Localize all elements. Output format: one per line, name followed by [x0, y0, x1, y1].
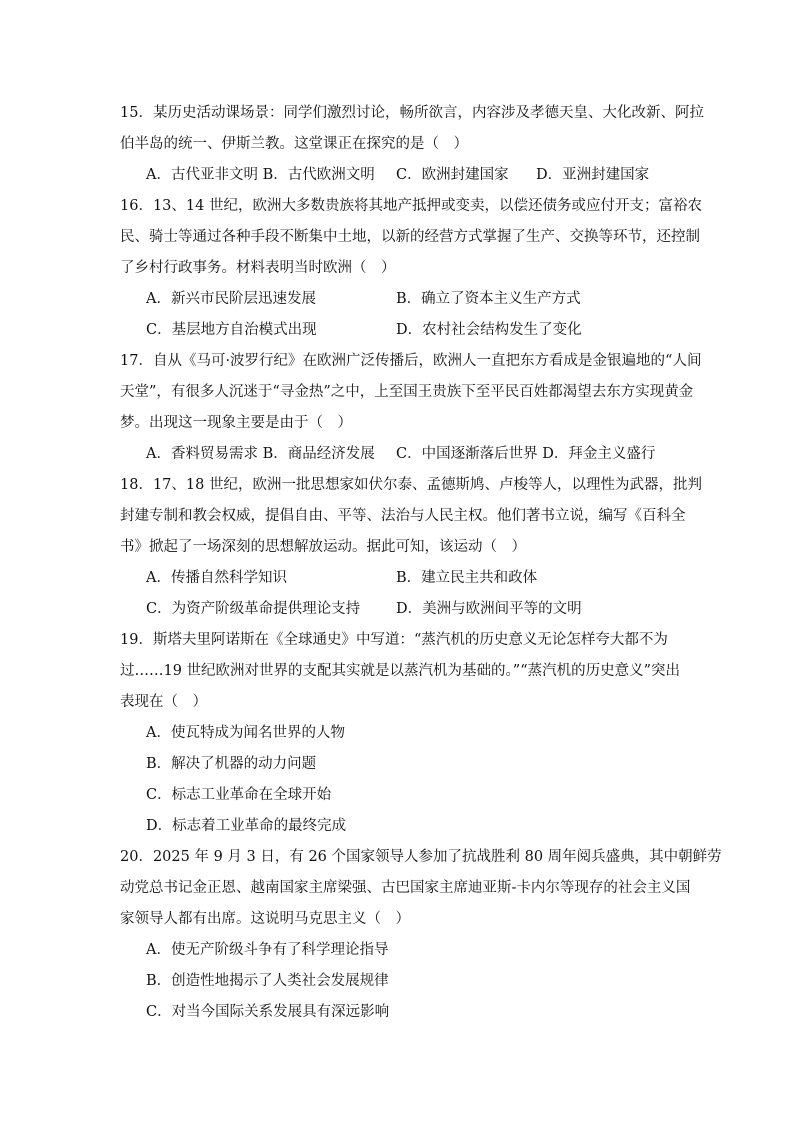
question-15-options-ab: A．古代亚非文明 B．古代欧洲文明 — [146, 167, 375, 183]
question-20-option-c: C．对当今国际关系发展具有深远影响 — [146, 1004, 390, 1020]
question-20-option-b: B．创造性地揭示了人类社会发展规律 — [146, 973, 389, 989]
question-18-option-c: C．为资产阶级革命提供理论支持 — [146, 601, 361, 617]
question-20-option-a: A．使无产阶级斗争有了科学理论指导 — [146, 942, 389, 958]
question-16-line-2: 民、骑士等通过各种手段不断集中土地，以新的经营方式掌握了生产、交换等环节，还控制 — [120, 229, 700, 245]
question-19-line-3: 表现在（ ） — [120, 694, 207, 710]
question-19-option-c: C．标志工业革命在全球开始 — [146, 787, 332, 803]
question-16-option-d: D．农村社会结构发生了变化 — [396, 322, 582, 338]
question-16-option-c: C．基层地方自治模式出现 — [146, 322, 317, 338]
question-17-options-ab: A．香料贸易需求 B．商品经济发展 — [146, 446, 375, 462]
question-17-line-1: 17．自从《马可·波罗行纪》在欧洲广泛传播后，欧洲人一直把东方看成是金银遍地的“人间 — [120, 353, 702, 369]
question-16-option-b: B．确立了资本主义生产方式 — [396, 291, 581, 307]
question-19-option-a: A．使瓦特成为闻名世界的人物 — [146, 725, 345, 741]
question-17-line-2: 天堂”，有很多人沉迷于“寻金热”之中，上至国王贵族下至平民百姓都渴望去东方实现黄金 — [120, 384, 694, 400]
question-19-line-2: 过……19 世纪欧洲对世界的支配其实就是以蒸汽机为基础的。”“蒸汽机的历史意义”突出 — [120, 663, 681, 679]
question-18-option-a: A．传播自然科学知识 — [146, 570, 287, 586]
question-17-line-3: 梦。出现这一现象主要是由于（ ） — [120, 415, 352, 431]
question-19-option-b: B．解决了机器的动力问题 — [146, 756, 317, 772]
question-19-line-1: 19．斯塔夫里阿诺斯在《全球通史》中写道：“蒸汽机的历史意义无论怎样夸大都不为 — [120, 632, 668, 648]
question-18-option-d: D．美洲与欧洲间平等的文明 — [396, 601, 582, 617]
question-16-option-a: A．新兴市民阶层迅速发展 — [146, 291, 316, 307]
question-16-line-1: 16．13、14 世纪，欧洲大多数贵族将其地产抵押或变卖，以偿还债务或应付开支；富裕农 — [120, 198, 702, 214]
question-20-line-2: 动党总书记金正恩、越南国家主席梁强、古巴国家主席迪亚斯-卡内尔等现存的社会主义国 — [120, 880, 691, 896]
question-18-line-2: 封建专制和教会权威，提倡自由、平等、法治与人民主权。他们著书立说，编写《百科全 — [120, 508, 686, 524]
question-18-line-3: 书》掀起了一场深刻的思想解放运动。据此可知，该运动（ ） — [120, 539, 526, 555]
question-15-option-c: C．欧洲封建国家 — [396, 167, 509, 183]
question-18-line-1: 18．17、18 世纪，欧洲一批思想家如伏尔泰、孟德斯鸠、卢梭等人，以理性为武器，批判 — [120, 477, 702, 493]
question-15-line-2: 伯半岛的统一、伊斯兰教。这堂课正在探究的是（ ） — [120, 136, 468, 152]
question-20-line-3: 家领导人都有出席。这说明马克思主义（ ） — [120, 911, 410, 927]
question-18-option-b: B．建立民主共和政体 — [396, 570, 538, 586]
question-15-line-1: 15．某历史活动课场景：同学们激烈讨论，畅所欲言，内容涉及孝德天皇、大化改新、阿拉 — [120, 105, 704, 121]
question-19-option-d: D．标志着工业革命的最终完成 — [146, 818, 347, 834]
question-15-option-d: D．亚洲封建国家 — [536, 167, 650, 183]
question-16-line-3: 了乡村行政事务。材料表明当时欧洲（ ） — [120, 260, 396, 276]
question-20-line-1: 20．2025 年 9 月 3 日，有 26 个国家领导人参加了抗战胜利 80 周年阅兵盛典，其中朝鲜劳 — [120, 849, 722, 865]
question-17-options-cd: C．中国逐渐落后世界 D．拜金主义盛行 — [396, 446, 656, 462]
